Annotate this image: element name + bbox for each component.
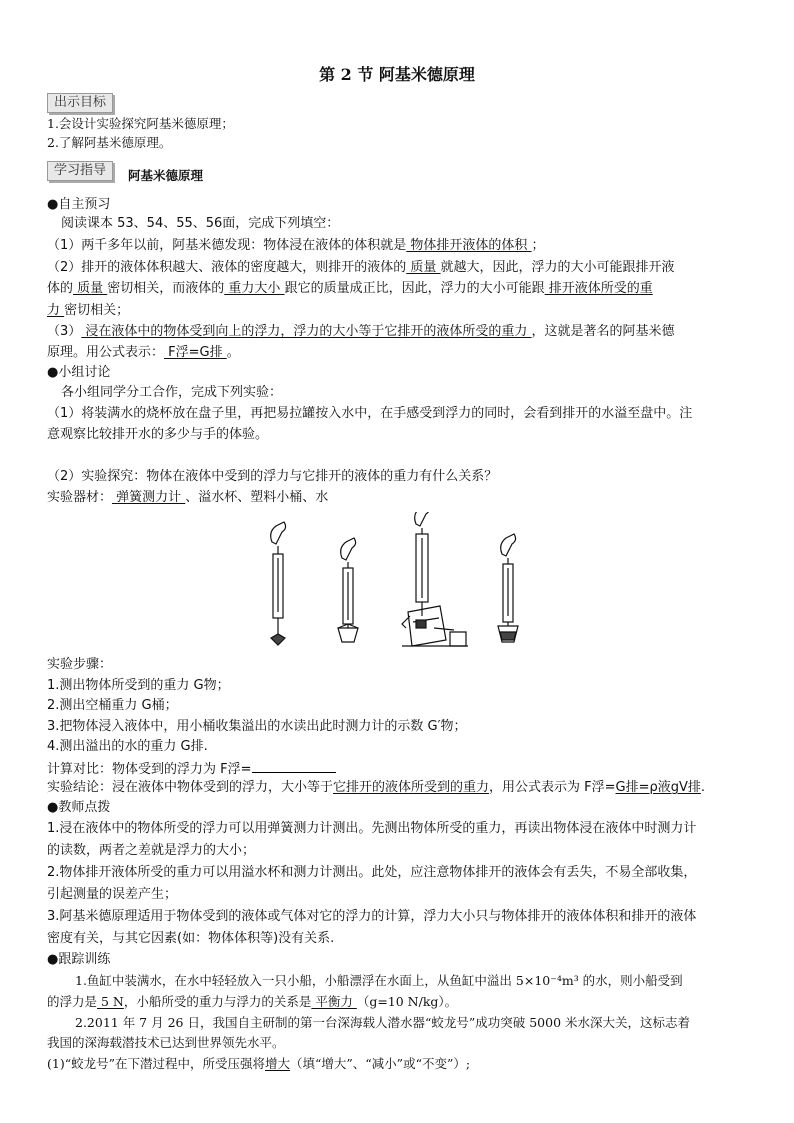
answer-blank: 增大 xyxy=(265,1056,291,1071)
answer-blank: 物体排开液体的体积 xyxy=(406,238,532,253)
calc-compare: 计算对比：物体受到的浮力为 F浮= xyxy=(47,759,336,779)
experiment-1-line-2: 意观察比较排开水的多少与手的体验。 xyxy=(47,427,269,442)
spring-scale-4 xyxy=(498,534,518,642)
answer-blank: 浸在液体中的物体受到向上的浮力，浮力的大小等于它排开的液体所受的重力 xyxy=(81,324,532,339)
step-1: 1.测出物体所受到的重力 G物； xyxy=(47,678,230,693)
step-4: 4.测出溢出的水的重力 G排. xyxy=(47,739,208,754)
guide-tag: 学习指导 xyxy=(47,161,113,181)
exercise-1-line-2: 的浮力是 5 N，小船所受的重力与浮力的关系是 平衡力 （g=10 N/kg）。 xyxy=(47,994,458,1009)
section-teacher-tips: ●教师点拨 xyxy=(47,800,111,815)
conclusion: 实验结论：浸在液体中物体受到的浮力，大小等于它排开的液体所受到的重力，用公式表示为 F浮=G排=ρ液gV排. xyxy=(47,780,706,795)
goals-tag: 出示目标 xyxy=(47,93,113,113)
answer-blank-empty xyxy=(252,759,336,773)
answer-blank: 弹簧测力计 xyxy=(112,490,186,505)
experiment-1-line-1: （1）将装满水的烧杯放在盘子里，再把易拉罐按入水中，在手感受到浮力的同时，会看到排开的水溢至盘中。注 xyxy=(47,406,693,421)
steps-title: 实验步骤： xyxy=(47,657,113,672)
question-3-line-1: （3） 浸在液体中的物体受到向上的浮力，浮力的大小等于它排开的液体所受的重力 ，这就是著名的阿基米德 xyxy=(47,324,675,339)
answer-blank: 平衡力 xyxy=(311,994,357,1009)
tip-3-line-2: 密度有关，与其它因素(如：物体体积等)没有关系. xyxy=(47,931,335,946)
experiment-figure xyxy=(258,512,528,652)
exercise-2-line-2: 我国的深海载潜技术已达到世界领先水平。 xyxy=(47,1035,285,1050)
tip-1-line-1: 1.浸在液体中的物体所受的浮力可以用弹簧测力计测出。先测出物体所受的重力，再读出物体浸在液体中时测力计 xyxy=(47,821,697,836)
exercise-1-line-1: 1.鱼缸中装满水，在水中轻轻放入一只小船，小船漂浮在水面上，从鱼缸中溢出 5×10⁻⁴m³ 的水，则小船受到 xyxy=(75,973,683,988)
tip-2-line-2: 引起测量的误差产生； xyxy=(47,887,178,902)
answer-blank: G排=ρ液gV排 xyxy=(615,780,701,795)
question-3-line-2: 原理。用公式表示： F浮=G排 。 xyxy=(47,345,240,360)
exercise-2-sub-1: (1)“蛟龙号”在下潜过程中，所受压强将增大（填“增大”、“减小”或“不变”）; xyxy=(47,1056,471,1071)
spring-scale-2 xyxy=(338,538,358,642)
answer-blank: 5 N xyxy=(97,994,124,1009)
goal-1: 1.会设计实验探究阿基米德原理； xyxy=(47,116,234,131)
answer-blank: 排开液体所受的重 xyxy=(544,281,653,296)
answer-blank: 它排开的液体所受到的重力 xyxy=(333,780,490,795)
experiment-2: （2）实验探究：物体在液体中受到的浮力与它排开的液体的重力有什么关系？ xyxy=(47,469,498,484)
tip-1-line-2: 的读数，两者之差就是浮力的大小； xyxy=(47,843,256,858)
spring-scale-1 xyxy=(271,522,286,645)
section-self-study: ●自主预习 xyxy=(47,197,111,212)
equipment-line: 实验器材： 弹簧测力计 、溢水杯、塑料小桶、水 xyxy=(47,490,329,505)
step-3: 3.把物体浸入液体中，用小桶收集溢出的水读出此时测力计的示数 G′物； xyxy=(47,719,467,734)
group-intro: 各小组同学分工合作，完成下列实验： xyxy=(61,385,283,400)
guide-topic: 阿基米德原理 xyxy=(128,168,204,183)
section-group-discussion: ●小组讨论 xyxy=(47,365,111,380)
exercise-2-line-1: 2.2011 年 7 月 26 日，我国自主研制的第一台深海载人潜水器“蛟龙号”成功突破 5000 米水深大关，这标志着 xyxy=(75,1015,691,1030)
step-2: 2.测出空桶重力 G桶； xyxy=(47,698,178,713)
spring-scale-3-overflow xyxy=(402,512,468,646)
goal-2: 2.了解阿基米德原理。 xyxy=(47,135,172,150)
question-1: （1）两千多年以前，阿基米德发现：物体浸在液体的体积就是 物体排开液体的体积 ； xyxy=(47,238,545,253)
answer-blank: 重力大小 xyxy=(224,281,285,296)
answer-blank: F浮=G排 xyxy=(164,345,227,360)
answer-blank: 质量 xyxy=(73,281,108,296)
tip-3-line-1: 3.阿基米德原理适用于物体受到的液体或气体对它的浮力的计算，浮力大小只与物体排开的液体体积和排开的液体 xyxy=(47,909,697,924)
tip-2-line-1: 2.物体排开液体所受的重力可以用溢水杯和测力计测出。此处，应注意物体排开的液体会有丢失，不易全部收集， xyxy=(47,865,697,880)
question-2-line-1: （2）排开的液体体积越大、液体的密度越大，则排开的液体的 质量 就越大，因此，浮力的大小可能跟排开液 xyxy=(47,260,675,275)
question-2-line-2: 体的 质量 密切相关，而液体的 重力大小 跟它的质量成正比，因此，浮力的大小可能跟 排开液体所受的重 xyxy=(47,281,653,296)
read-intro: 阅读课本 53、54、55、56面，完成下列填空： xyxy=(61,216,340,231)
section-follow-up: ●跟踪训练 xyxy=(47,952,111,967)
answer-blank: 力 xyxy=(47,303,65,318)
answer-blank: 质量 xyxy=(406,260,441,275)
question-2-line-3: 力 密切相关； xyxy=(47,303,130,318)
page-title: 第 2 节 阿基米德原理 xyxy=(319,65,475,84)
